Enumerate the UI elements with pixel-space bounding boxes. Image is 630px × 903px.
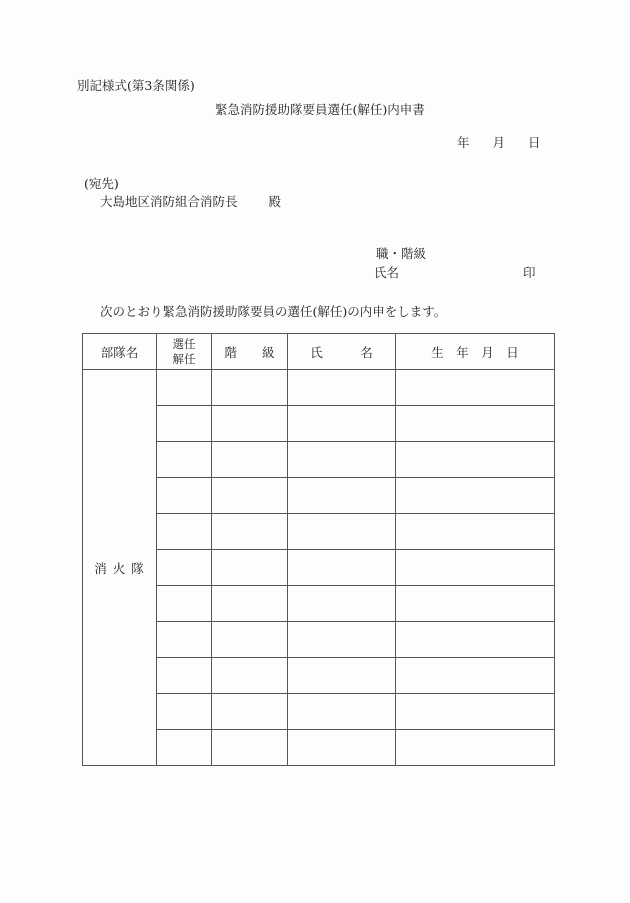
- rank-cell: [212, 370, 288, 406]
- rank-cell: [212, 694, 288, 730]
- rank-cell: [212, 478, 288, 514]
- appointment-cell: [157, 694, 212, 730]
- appointment-cell: [157, 586, 212, 622]
- document-title: 緊急消防援助隊要員選任(解任)内申書: [215, 102, 425, 117]
- name-cell: [288, 514, 396, 550]
- birthdate-cell: [396, 730, 555, 766]
- rank-cell: [212, 406, 288, 442]
- name-cell: [288, 658, 396, 694]
- rank-cell: [212, 658, 288, 694]
- honorific-label: 殿: [268, 194, 282, 209]
- name-cell: [288, 694, 396, 730]
- birthdate-cell: [396, 514, 555, 550]
- birthdate-cell: [396, 622, 555, 658]
- birthdate-cell: [396, 478, 555, 514]
- day-label: 日: [528, 135, 541, 150]
- statement-text: 次のとおり緊急消防援助隊要員の選任(解任)の内申をします。: [100, 304, 447, 319]
- seal-label: 印: [523, 265, 536, 280]
- position-rank-label: 職・階級: [376, 246, 427, 261]
- appointment-cell: [157, 406, 212, 442]
- name-cell: [288, 730, 396, 766]
- addressee-label: (宛先): [84, 176, 119, 191]
- table-row: [83, 370, 555, 406]
- name-cell: [288, 586, 396, 622]
- appointment-cell: [157, 658, 212, 694]
- header-appointment-line1: 選任: [172, 336, 196, 351]
- birthdate-cell: [396, 550, 555, 586]
- rank-cell: [212, 622, 288, 658]
- month-label: 月: [492, 135, 506, 150]
- recipient-line: [100, 195, 281, 209]
- unit-name-cell: 消 火 隊: [83, 370, 157, 766]
- rank-cell: [212, 550, 288, 586]
- name-cell: [288, 478, 396, 514]
- appointment-cell: [157, 514, 212, 550]
- birthdate-cell: [396, 658, 555, 694]
- name-cell: [288, 622, 396, 658]
- signer-name-label: 氏名: [374, 265, 400, 280]
- rank-cell: [212, 442, 288, 478]
- birthdate-cell: [396, 586, 555, 622]
- rank-cell: [212, 514, 288, 550]
- appointment-cell: [157, 622, 212, 658]
- recipient-name: 大島地区消防組合消防長: [100, 194, 238, 209]
- name-cell: [288, 406, 396, 442]
- name-cell: [288, 370, 396, 406]
- table-header-row: [83, 334, 555, 370]
- appointment-cell: [157, 442, 212, 478]
- appointment-cell: [157, 550, 212, 586]
- appointment-cell: [157, 370, 212, 406]
- year-label: 年: [457, 135, 470, 150]
- birthdate-cell: [396, 694, 555, 730]
- name-cell: [288, 442, 396, 478]
- appointment-cell: [157, 730, 212, 766]
- header-appointment-dismissal: [157, 334, 212, 370]
- birthdate-cell: [396, 370, 555, 406]
- birthdate-cell: [396, 406, 555, 442]
- form-reference: 別記様式(第3条関係): [77, 78, 195, 93]
- personnel-table: [82, 333, 555, 766]
- header-unit: 部隊名: [83, 334, 157, 370]
- header-rank: 階 級: [212, 334, 288, 370]
- appointment-cell: [157, 478, 212, 514]
- birthdate-cell: [396, 442, 555, 478]
- date-line: [457, 136, 541, 150]
- rank-cell: [212, 730, 288, 766]
- header-appointment-line2: 解任: [172, 351, 196, 366]
- name-cell: [288, 550, 396, 586]
- header-name: 氏 名: [288, 334, 396, 370]
- header-birthdate: 生 年 月 日: [396, 334, 555, 370]
- rank-cell: [212, 586, 288, 622]
